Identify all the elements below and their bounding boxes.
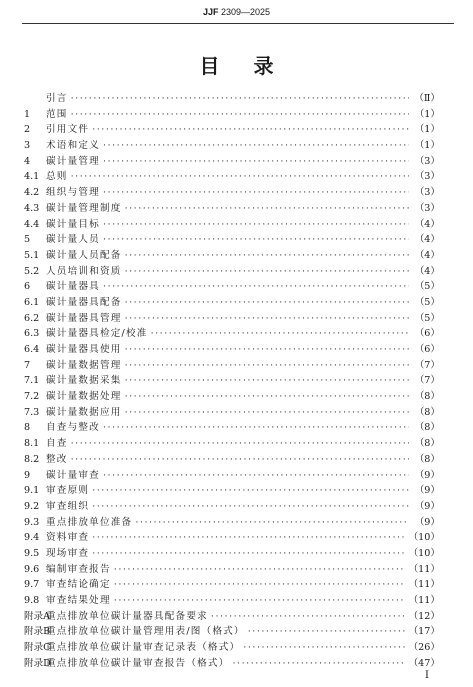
- toc-leader-dots: [71, 107, 409, 123]
- toc-entry[interactable]: [24, 248, 440, 264]
- toc-entry[interactable]: [24, 358, 440, 374]
- table-of-contents: [24, 91, 440, 671]
- toc-entry-number: 2: [24, 124, 31, 136]
- toc-entry[interactable]: [24, 624, 440, 640]
- toc-entry[interactable]: [24, 483, 440, 499]
- toc-entry-page: （6）: [414, 328, 440, 340]
- toc-entry-number: 7.2: [24, 391, 40, 403]
- header-rule: [22, 23, 454, 24]
- toc-entry[interactable]: [24, 185, 440, 201]
- toc-entry-page: （3）: [414, 187, 440, 199]
- toc-entry-title: 碳计量器具使用: [46, 344, 122, 355]
- toc-leader-dots: [92, 483, 409, 499]
- toc-entry-page: （11）: [408, 579, 440, 591]
- toc-leader-dots: [71, 169, 409, 185]
- toc-entry-page: （5）: [414, 312, 440, 324]
- document-header: [0, 7, 473, 17]
- toc-entry[interactable]: [24, 264, 440, 280]
- toc-entry[interactable]: [24, 499, 440, 515]
- toc-entry[interactable]: [24, 232, 440, 248]
- toc-entry-title: 重点排放单位碳计量审查记录表（格式）: [46, 642, 241, 654]
- toc-leader-dots: [103, 420, 409, 436]
- toc-entry-number: 9.7: [24, 579, 40, 591]
- toc-entry-title: 整改: [46, 453, 68, 465]
- toc-entry-page: （1）: [414, 108, 440, 120]
- toc-entry-page: （9）: [414, 516, 440, 528]
- toc-leader-dots: [114, 593, 406, 609]
- toc-entry-title: 编制审查报告: [46, 563, 111, 575]
- toc-entry[interactable]: [24, 452, 440, 468]
- toc-entry-title: 碳计量数据采集: [46, 375, 122, 387]
- toc-entry-number: 6.3: [24, 328, 40, 340]
- toc-entry-number: 4.3: [24, 202, 40, 214]
- toc-entry-title: 现场审查: [46, 547, 90, 559]
- toc-leader-dots: [103, 154, 409, 170]
- toc-entry-title: 术语和定义: [46, 140, 100, 152]
- toc-entry-number: 附录B: [24, 626, 51, 638]
- toc-entry[interactable]: [24, 342, 440, 358]
- toc-entry-number: 9.2: [24, 500, 40, 512]
- toc-entry-page: （8）: [414, 453, 440, 465]
- toc-entry-title: 碳计量管理: [46, 155, 100, 167]
- toc-leader-dots: [71, 91, 409, 107]
- toc-entry-title: 审查结论确定: [46, 579, 111, 591]
- toc-leader-dots: [125, 295, 409, 311]
- toc-entry-title: 审查组织: [46, 500, 90, 512]
- toc-entry-page: （1）: [414, 140, 440, 152]
- toc-entry-page: （10）: [408, 547, 440, 559]
- toc-entry-title: 碳计量数据处理: [46, 391, 122, 403]
- toc-entry-page: （3）: [414, 171, 440, 183]
- toc-entry[interactable]: [24, 169, 440, 185]
- toc-entry[interactable]: [24, 640, 440, 656]
- toc-entry-title: 碳计量人员配备: [46, 249, 122, 261]
- toc-entry-number: 4: [24, 155, 31, 167]
- toc-leader-dots: [92, 546, 405, 562]
- toc-leader-dots: [114, 562, 406, 578]
- toc-leader-dots: [125, 405, 409, 421]
- toc-leader-dots: [92, 530, 405, 546]
- toc-entry-number: 4.2: [24, 187, 40, 199]
- toc-entry-title: 碳计量目标: [46, 218, 100, 230]
- toc-leader-dots: [125, 342, 409, 358]
- toc-entry-number: 9.3: [24, 516, 40, 528]
- toc-entry-title: 引言: [46, 93, 68, 104]
- page-number: Ⅰ: [425, 670, 429, 681]
- toc-leader-dots: [103, 468, 409, 484]
- toc-leader-dots: [125, 311, 409, 327]
- toc-entry-page: （1）: [414, 124, 440, 136]
- toc-entry-title: 碳计量人员: [46, 234, 100, 246]
- toc-entry-title: 人员培训和资质: [46, 265, 122, 277]
- toc-entry-page: （9）: [414, 500, 440, 512]
- toc-entry-number: 9.4: [24, 532, 40, 544]
- toc-entry-title: 组织与管理: [46, 187, 100, 199]
- toc-entry-title: 范围: [46, 108, 68, 120]
- toc-entry-number: 7.3: [24, 406, 40, 418]
- toc-entry-page: （Ⅱ）: [414, 93, 440, 104]
- toc-entry-number: 9.6: [24, 563, 40, 575]
- toc-leader-dots: [103, 279, 409, 295]
- toc-entry-number: 5.2: [24, 265, 40, 277]
- toc-entry[interactable]: [24, 562, 440, 578]
- toc-entry-title: 碳计量管理制度: [46, 202, 122, 214]
- toc-entry-page: （10）: [408, 532, 440, 544]
- toc-leader-dots: [71, 436, 409, 452]
- standard-number: 2309—2025: [220, 7, 271, 17]
- toc-leader-dots: [114, 577, 406, 593]
- toc-entry-page: （8）: [414, 438, 440, 450]
- toc-entry-page: （9）: [414, 469, 440, 481]
- toc-entry[interactable]: [24, 373, 440, 389]
- toc-entry-title: 审查原则: [46, 485, 90, 497]
- toc-entry-title: 碳计量审查: [46, 469, 100, 481]
- toc-entry[interactable]: [24, 138, 440, 154]
- toc-entry-page: （7）: [414, 375, 440, 387]
- toc-entry[interactable]: [24, 609, 440, 625]
- toc-entry-page: （3）: [414, 155, 440, 167]
- toc-leader-dots: [243, 640, 405, 656]
- toc-entry[interactable]: [24, 122, 440, 138]
- toc-leader-dots: [103, 217, 409, 233]
- toc-entry[interactable]: [24, 577, 440, 593]
- toc-leader-dots: [125, 358, 409, 374]
- toc-entry[interactable]: [24, 201, 440, 217]
- toc-entry[interactable]: [24, 217, 440, 233]
- toc-entry-page: （26）: [408, 642, 440, 654]
- toc-entry-number: 6: [24, 281, 31, 293]
- toc-entry-page: （3）: [414, 202, 440, 214]
- toc-entry-number: 7.1: [24, 375, 40, 387]
- toc-entry-number: 5.1: [24, 249, 40, 261]
- toc-entry-page: （7）: [414, 359, 440, 371]
- toc-entry-number: 6.4: [24, 344, 40, 355]
- toc-entry-page: （5）: [414, 296, 440, 308]
- toc-leader-dots: [125, 389, 409, 405]
- standard-code: JJF: [202, 7, 219, 17]
- toc-entry-number: 附录C: [24, 642, 51, 654]
- toc-entry-number: 9.8: [24, 595, 40, 606]
- toc-entry-title: 碳计量数据管理: [46, 359, 122, 371]
- toc-entry-page: （6）: [414, 344, 440, 355]
- toc-leader-dots: [211, 609, 406, 625]
- toc-entry[interactable]: [24, 326, 440, 342]
- toc-entry[interactable]: [24, 420, 440, 436]
- toc-entry-page: （4）: [414, 234, 440, 246]
- toc-entry[interactable]: [24, 91, 440, 107]
- toc-entry-page: （8）: [414, 406, 440, 418]
- toc-leader-dots: [103, 138, 409, 154]
- toc-entry-number: 9.5: [24, 547, 40, 559]
- toc-entry-page: （11）: [408, 595, 440, 606]
- toc-leader-dots: [125, 201, 409, 217]
- toc-leader-dots: [103, 185, 409, 201]
- toc-leader-dots: [92, 122, 409, 138]
- toc-entry-title: 碳计量器具检定/校准: [46, 328, 148, 340]
- toc-entry-title: 总则: [46, 171, 68, 183]
- toc-leader-dots: [248, 624, 406, 640]
- toc-entry[interactable]: [24, 593, 440, 609]
- toc-entry-title: 审查结果处理: [46, 595, 111, 606]
- toc-leader-dots: [233, 656, 406, 672]
- toc-entry-number: 4.1: [24, 171, 40, 183]
- toc-entry-number: 6.2: [24, 312, 40, 324]
- toc-entry[interactable]: [24, 405, 440, 421]
- toc-entry-page: （8）: [414, 391, 440, 403]
- toc-entry[interactable]: [24, 311, 440, 327]
- toc-entry[interactable]: [24, 656, 440, 672]
- toc-entry-page: （4）: [414, 249, 440, 261]
- toc-entry[interactable]: [24, 154, 440, 170]
- toc-entry-title: 资料审查: [46, 532, 90, 544]
- toc-entry-number: 1: [24, 108, 31, 120]
- toc-entry-title: 重点排放单位碳计量器具配备要求: [46, 610, 208, 622]
- toc-entry-page: （4）: [414, 265, 440, 277]
- toc-entry-page: （8）: [414, 422, 440, 434]
- toc-leader-dots: [125, 373, 409, 389]
- toc-entry[interactable]: [24, 468, 440, 484]
- toc-entry-title: 引用文件: [46, 124, 90, 136]
- toc-entry-page: （5）: [414, 281, 440, 293]
- toc-entry-number: 4.4: [24, 218, 40, 230]
- toc-entry-page: （47）: [408, 657, 440, 669]
- toc-entry-title: 重点排放单位碳计量管理用表/图（格式）: [46, 626, 245, 638]
- toc-leader-dots: [71, 452, 409, 468]
- toc-entry[interactable]: [24, 389, 440, 405]
- page-title: 目录: [199, 54, 308, 78]
- toc-entry-number: 6.1: [24, 296, 40, 308]
- toc-entry[interactable]: [24, 436, 440, 452]
- toc-entry-page: （17）: [408, 626, 440, 638]
- toc-entry-title: 碳计量器具管理: [46, 312, 122, 324]
- toc-leader-dots: [92, 499, 409, 515]
- toc-entry[interactable]: [24, 107, 440, 123]
- toc-entry-number: 附录A: [24, 610, 51, 622]
- toc-leader-dots: [151, 326, 409, 342]
- toc-entry-number: 9.1: [24, 485, 40, 497]
- toc-entry-number: 附录D: [24, 657, 51, 669]
- toc-entry-number: 7: [24, 359, 31, 371]
- toc-entry[interactable]: [24, 546, 440, 562]
- toc-leader-dots: [135, 515, 409, 531]
- toc-entry-title: 重点排放单位碳计量审查报告（格式）: [46, 657, 230, 669]
- toc-entry-title: 碳计量器具配备: [46, 296, 122, 308]
- toc-entry-title: 自查: [46, 438, 68, 450]
- toc-entry-number: 8.1: [24, 438, 40, 450]
- toc-entry-title: 碳计量数据应用: [46, 406, 122, 418]
- toc-entry-title: 重点排放单位准备: [46, 516, 133, 528]
- toc-entry-page: （4）: [414, 218, 440, 230]
- toc-entry-page: （9）: [414, 485, 440, 497]
- toc-entry-number: 5: [24, 234, 31, 246]
- toc-entry-title: 碳计量器具: [46, 281, 100, 293]
- toc-entry[interactable]: [24, 295, 440, 311]
- toc-entry[interactable]: [24, 515, 440, 531]
- toc-entry-page: （11）: [408, 563, 440, 575]
- toc-entry-number: 8: [24, 422, 31, 434]
- toc-leader-dots: [103, 232, 409, 248]
- toc-leader-dots: [125, 264, 409, 280]
- toc-entry-number: 8.2: [24, 453, 40, 465]
- toc-entry-page: （12）: [408, 610, 440, 622]
- toc-leader-dots: [125, 248, 409, 264]
- toc-entry[interactable]: [24, 530, 440, 546]
- toc-entry-number: 3: [24, 140, 31, 152]
- toc-entry-number: 9: [24, 469, 31, 481]
- toc-entry[interactable]: [24, 279, 440, 295]
- toc-entry-title: 自查与整改: [46, 422, 100, 434]
